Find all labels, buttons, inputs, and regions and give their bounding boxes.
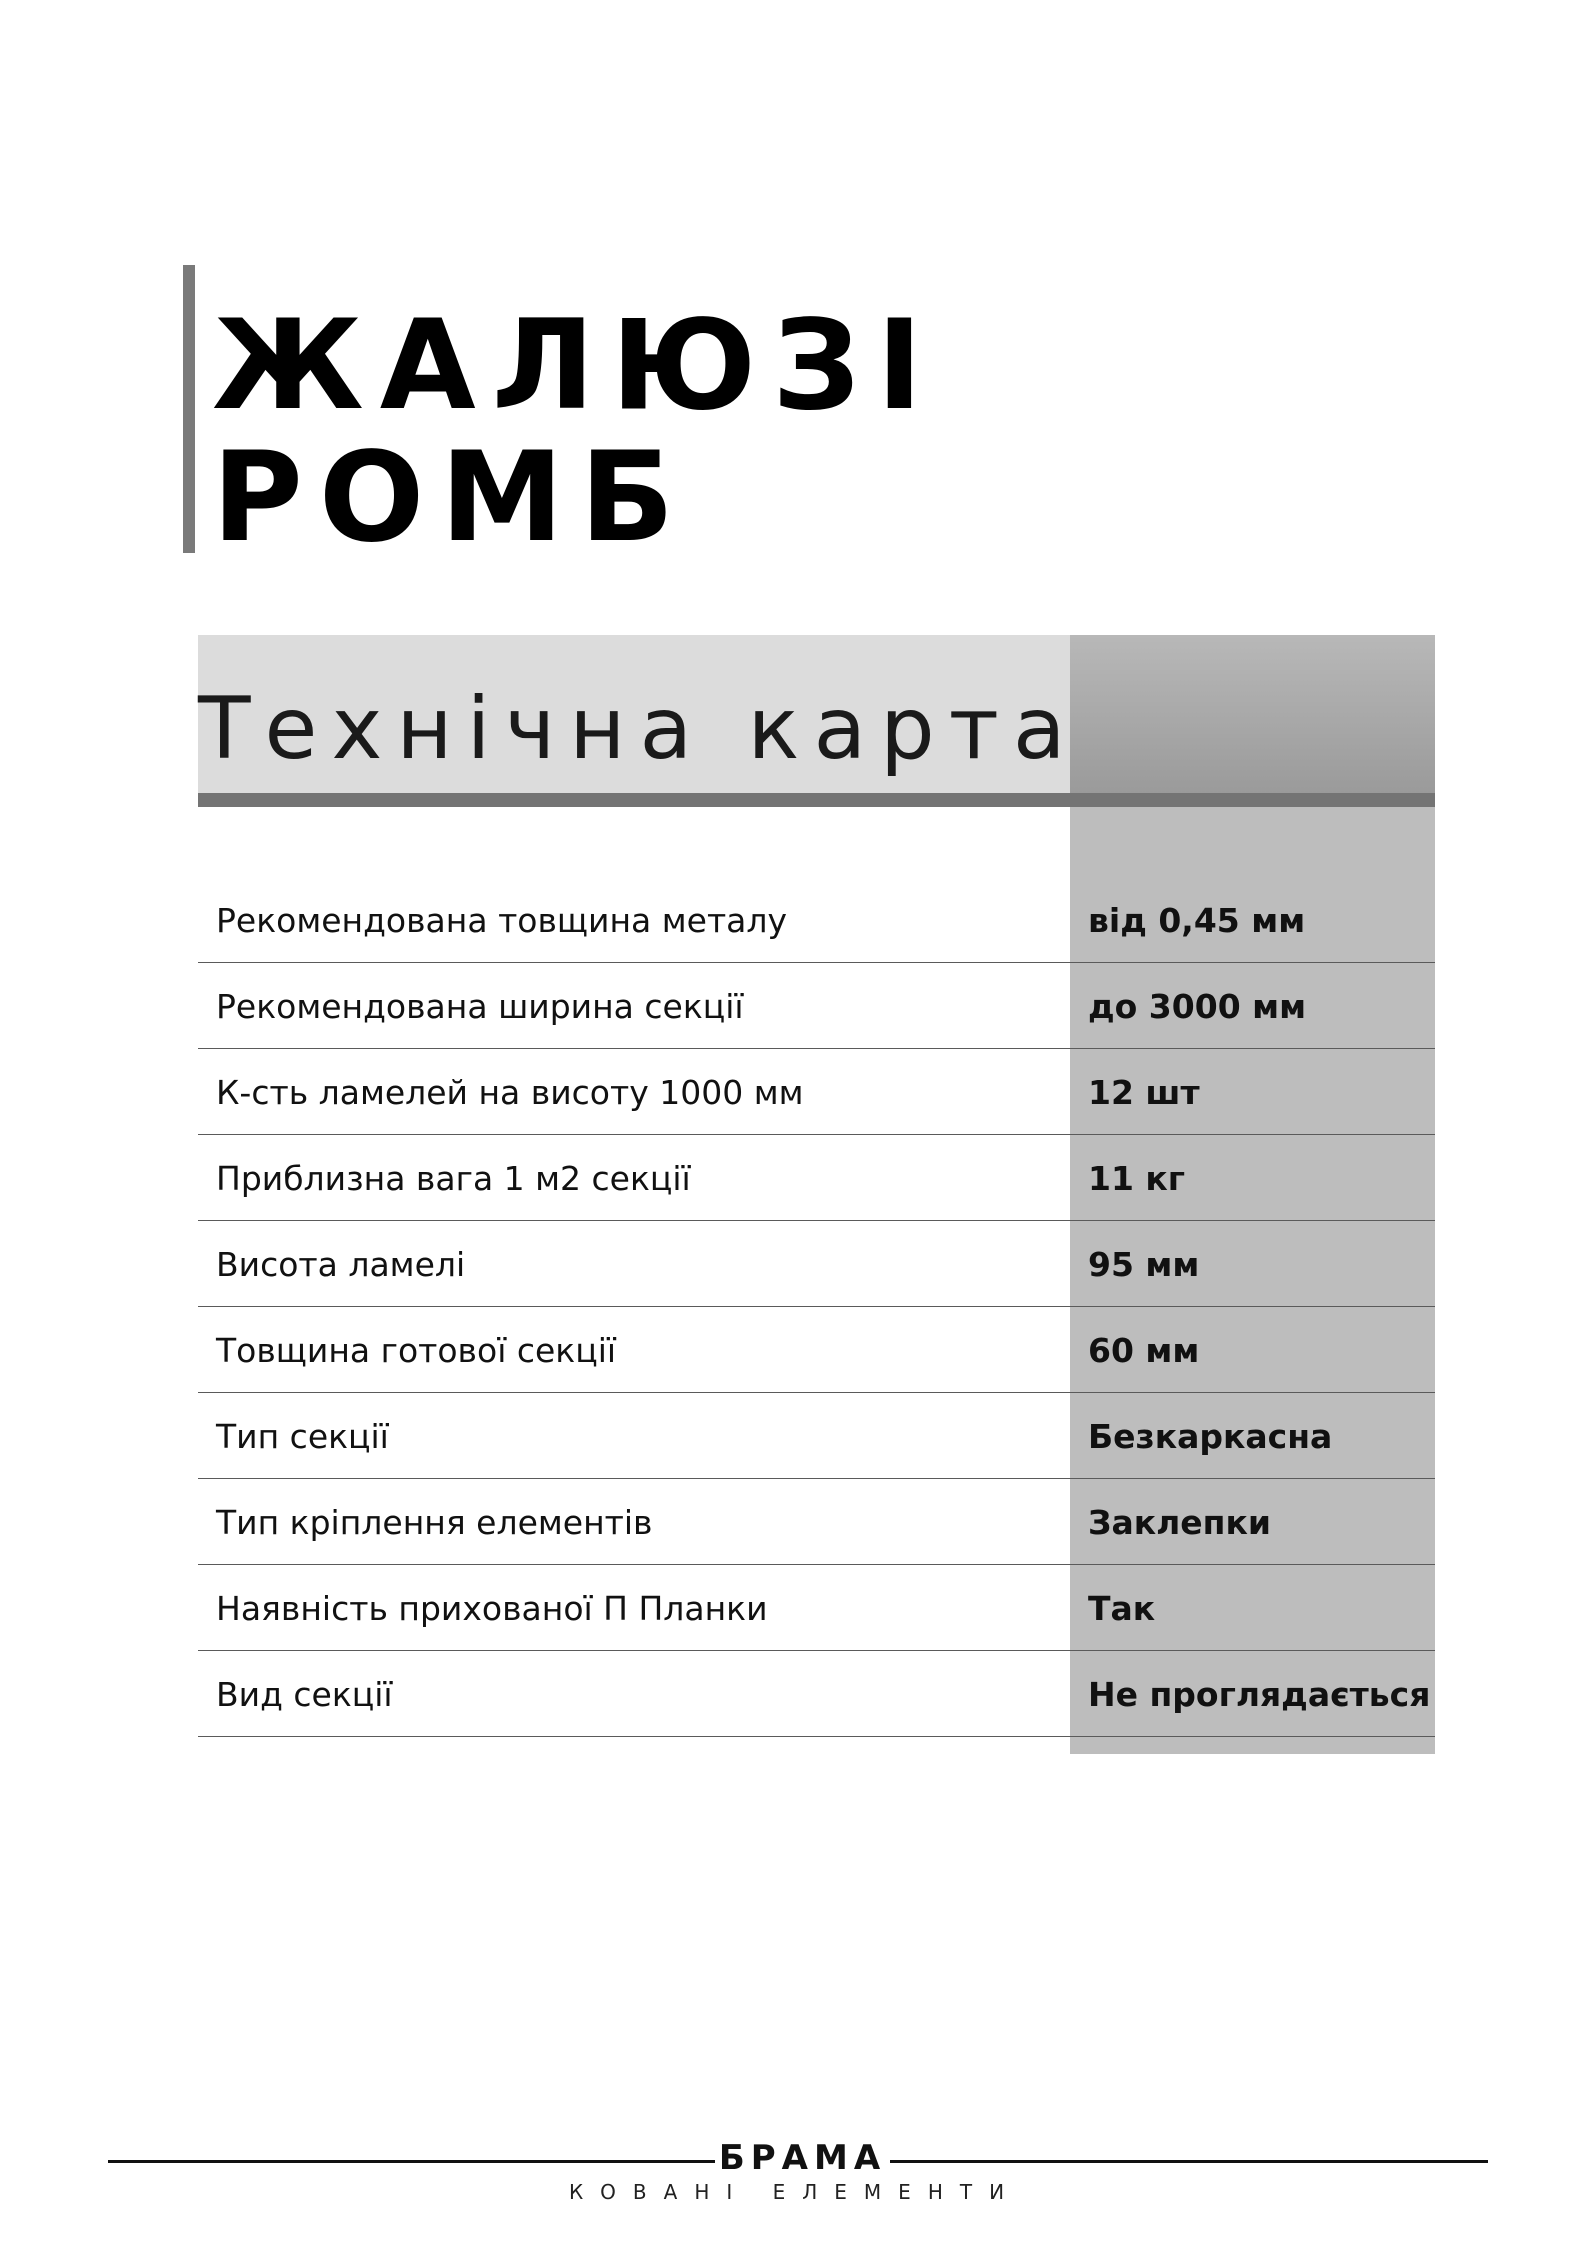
spec-row — [198, 1565, 1435, 1651]
spec-row — [198, 877, 1435, 963]
spec-row — [198, 1221, 1435, 1307]
spec-row — [198, 963, 1435, 1049]
spec-value: 95 мм — [1088, 1245, 1200, 1284]
spec-label: Тип кріплення елементів — [216, 1503, 653, 1542]
spec-row — [198, 1479, 1435, 1565]
spec-value: від 0,45 мм — [1088, 901, 1306, 940]
spec-label: Висота ламелі — [216, 1245, 466, 1284]
spec-row — [198, 1307, 1435, 1393]
spec-label: К-сть ламелей на висоту 1000 мм — [216, 1073, 804, 1112]
tech-card-header-rule — [198, 793, 1435, 807]
brand-logo: БРАМА — [718, 2138, 887, 2178]
tech-card-title: Технічна карта — [198, 679, 1080, 779]
footer-rule-left — [108, 2160, 715, 2163]
page-title-line-2: РОМБ — [212, 426, 691, 570]
spec-label: Приблизна вага 1 м2 секції — [216, 1159, 691, 1198]
spec-label: Рекомендована товщина металу — [216, 901, 788, 940]
spec-value: 12 шт — [1088, 1073, 1200, 1112]
spec-label: Рекомендована ширина секції — [216, 987, 744, 1026]
spec-label: Тип секції — [216, 1417, 389, 1456]
spec-value: 60 мм — [1088, 1331, 1200, 1370]
spec-label: Наявність прихованої П Планки — [216, 1589, 768, 1628]
title-accent-bar — [183, 265, 195, 553]
spec-row — [198, 1651, 1435, 1737]
spec-value: до 3000 мм — [1088, 987, 1307, 1026]
page-title-line-1: ЖАЛЮЗІ — [212, 294, 939, 438]
spec-row — [198, 1135, 1435, 1221]
spec-value: Заклепки — [1088, 1503, 1271, 1542]
spec-row — [198, 1393, 1435, 1479]
spec-label: Товщина готової секції — [216, 1331, 617, 1370]
spec-row — [198, 1049, 1435, 1135]
spec-value: Безкаркасна — [1088, 1417, 1333, 1456]
brand-tagline: КОВАНІ ЕЛЕМЕНТИ — [568, 2180, 1022, 2204]
spec-value: Так — [1088, 1589, 1156, 1628]
spec-table — [198, 877, 1435, 1737]
spec-value: Не проглядається — [1088, 1675, 1431, 1714]
spec-value: 11 кг — [1088, 1159, 1186, 1198]
tech-card-header — [198, 635, 1435, 795]
tech-card-header-accent — [1070, 635, 1435, 795]
footer-rule-right — [890, 2160, 1488, 2163]
spec-label: Вид секції — [216, 1675, 393, 1714]
page-title — [212, 294, 939, 570]
